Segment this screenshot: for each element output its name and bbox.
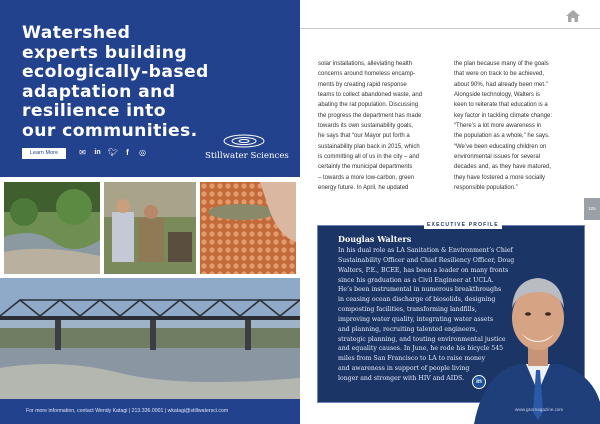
facebook-icon[interactable]: f (126, 148, 129, 157)
river-bridge-photo (0, 278, 300, 399)
instagram-icon[interactable]: ◎ (139, 148, 146, 157)
profile-bio: In his dual role as LA Sanitation & Environment’s Chief Sustainability Officer and Chief Resiliency Officer, Doug Walters, P.E., BCEE, has been a leader on many fronts since his graduation as a Civil Engineer at UCLA. He’s been instrumental in numerous breakthroughs in ceasing ocean discharge of biosolids, designing composting facilities, transforming landfills, improving water quality, integrating water assets and planning, recruiting talented engineers, strategic planning, and touting environmental justice and equality causes. In June, he rode his bicycle 545 miles from San Francisco to LA to raise money and awareness in support of people living longer and stronger with HIV and AIDS. (338, 247, 515, 382)
photo-collage (0, 177, 300, 399)
learn-more-button[interactable]: Learn More (22, 148, 66, 159)
email-icon[interactable]: ✉ (79, 148, 86, 157)
ad-footer-contact: For more information, contact Wendy Katagi | 213.336.0001 | wkatagi@stillwatersci.com (0, 399, 300, 424)
twitter-icon[interactable]: 🐦︎ (108, 148, 119, 157)
profile-name: Douglas Walters (338, 234, 412, 244)
fish-in-net-photo (200, 182, 296, 274)
brand-name: Stillwater Sciences (205, 151, 289, 161)
douglas-walters-portrait (474, 252, 600, 424)
profile-label: EXECUTIVE PROFILE (424, 221, 502, 229)
field-researchers-photo (104, 182, 196, 274)
magazine-url: www.gsomagazine.com (515, 407, 564, 412)
ad-headline: Watershed experts building ecologically-based adaptation and resilience into our communities. (22, 23, 209, 141)
article-column-2: the plan because many of the goals that were on track to be achieved, about 90%, had already been met.” Alongside technology, Walters is keen to reiterate that education is a key factor in tackling climate change: “There’s a lot more awareness in the population as a whole,” he says. “We’ve been educating children on environmental issues for several decades and, as they have matured, they have fostered a more socially responsible population.” (454, 61, 553, 192)
linkedin-icon[interactable]: in (94, 149, 101, 156)
header-rule (300, 28, 600, 29)
home-icon[interactable] (566, 10, 580, 22)
creek-photo (4, 182, 100, 274)
linkedin-icon[interactable]: in (472, 375, 486, 389)
page-number: 105 (584, 198, 600, 220)
social-icons (78, 147, 147, 159)
article-column-1: solar installations, alleviating health concerns around homeless encamp- ments by creating rapid response teams to collect abandoned waste, and abating the rat population. Discussing the progress the department has made towards its own sustainability goals, he says that “our Mayor put forth a sustainability plan back in 2015, which is committing all of us in the city – and certainly the municipal departments – towards a more low-carbon, green energy future. In April, he updated (318, 61, 423, 192)
